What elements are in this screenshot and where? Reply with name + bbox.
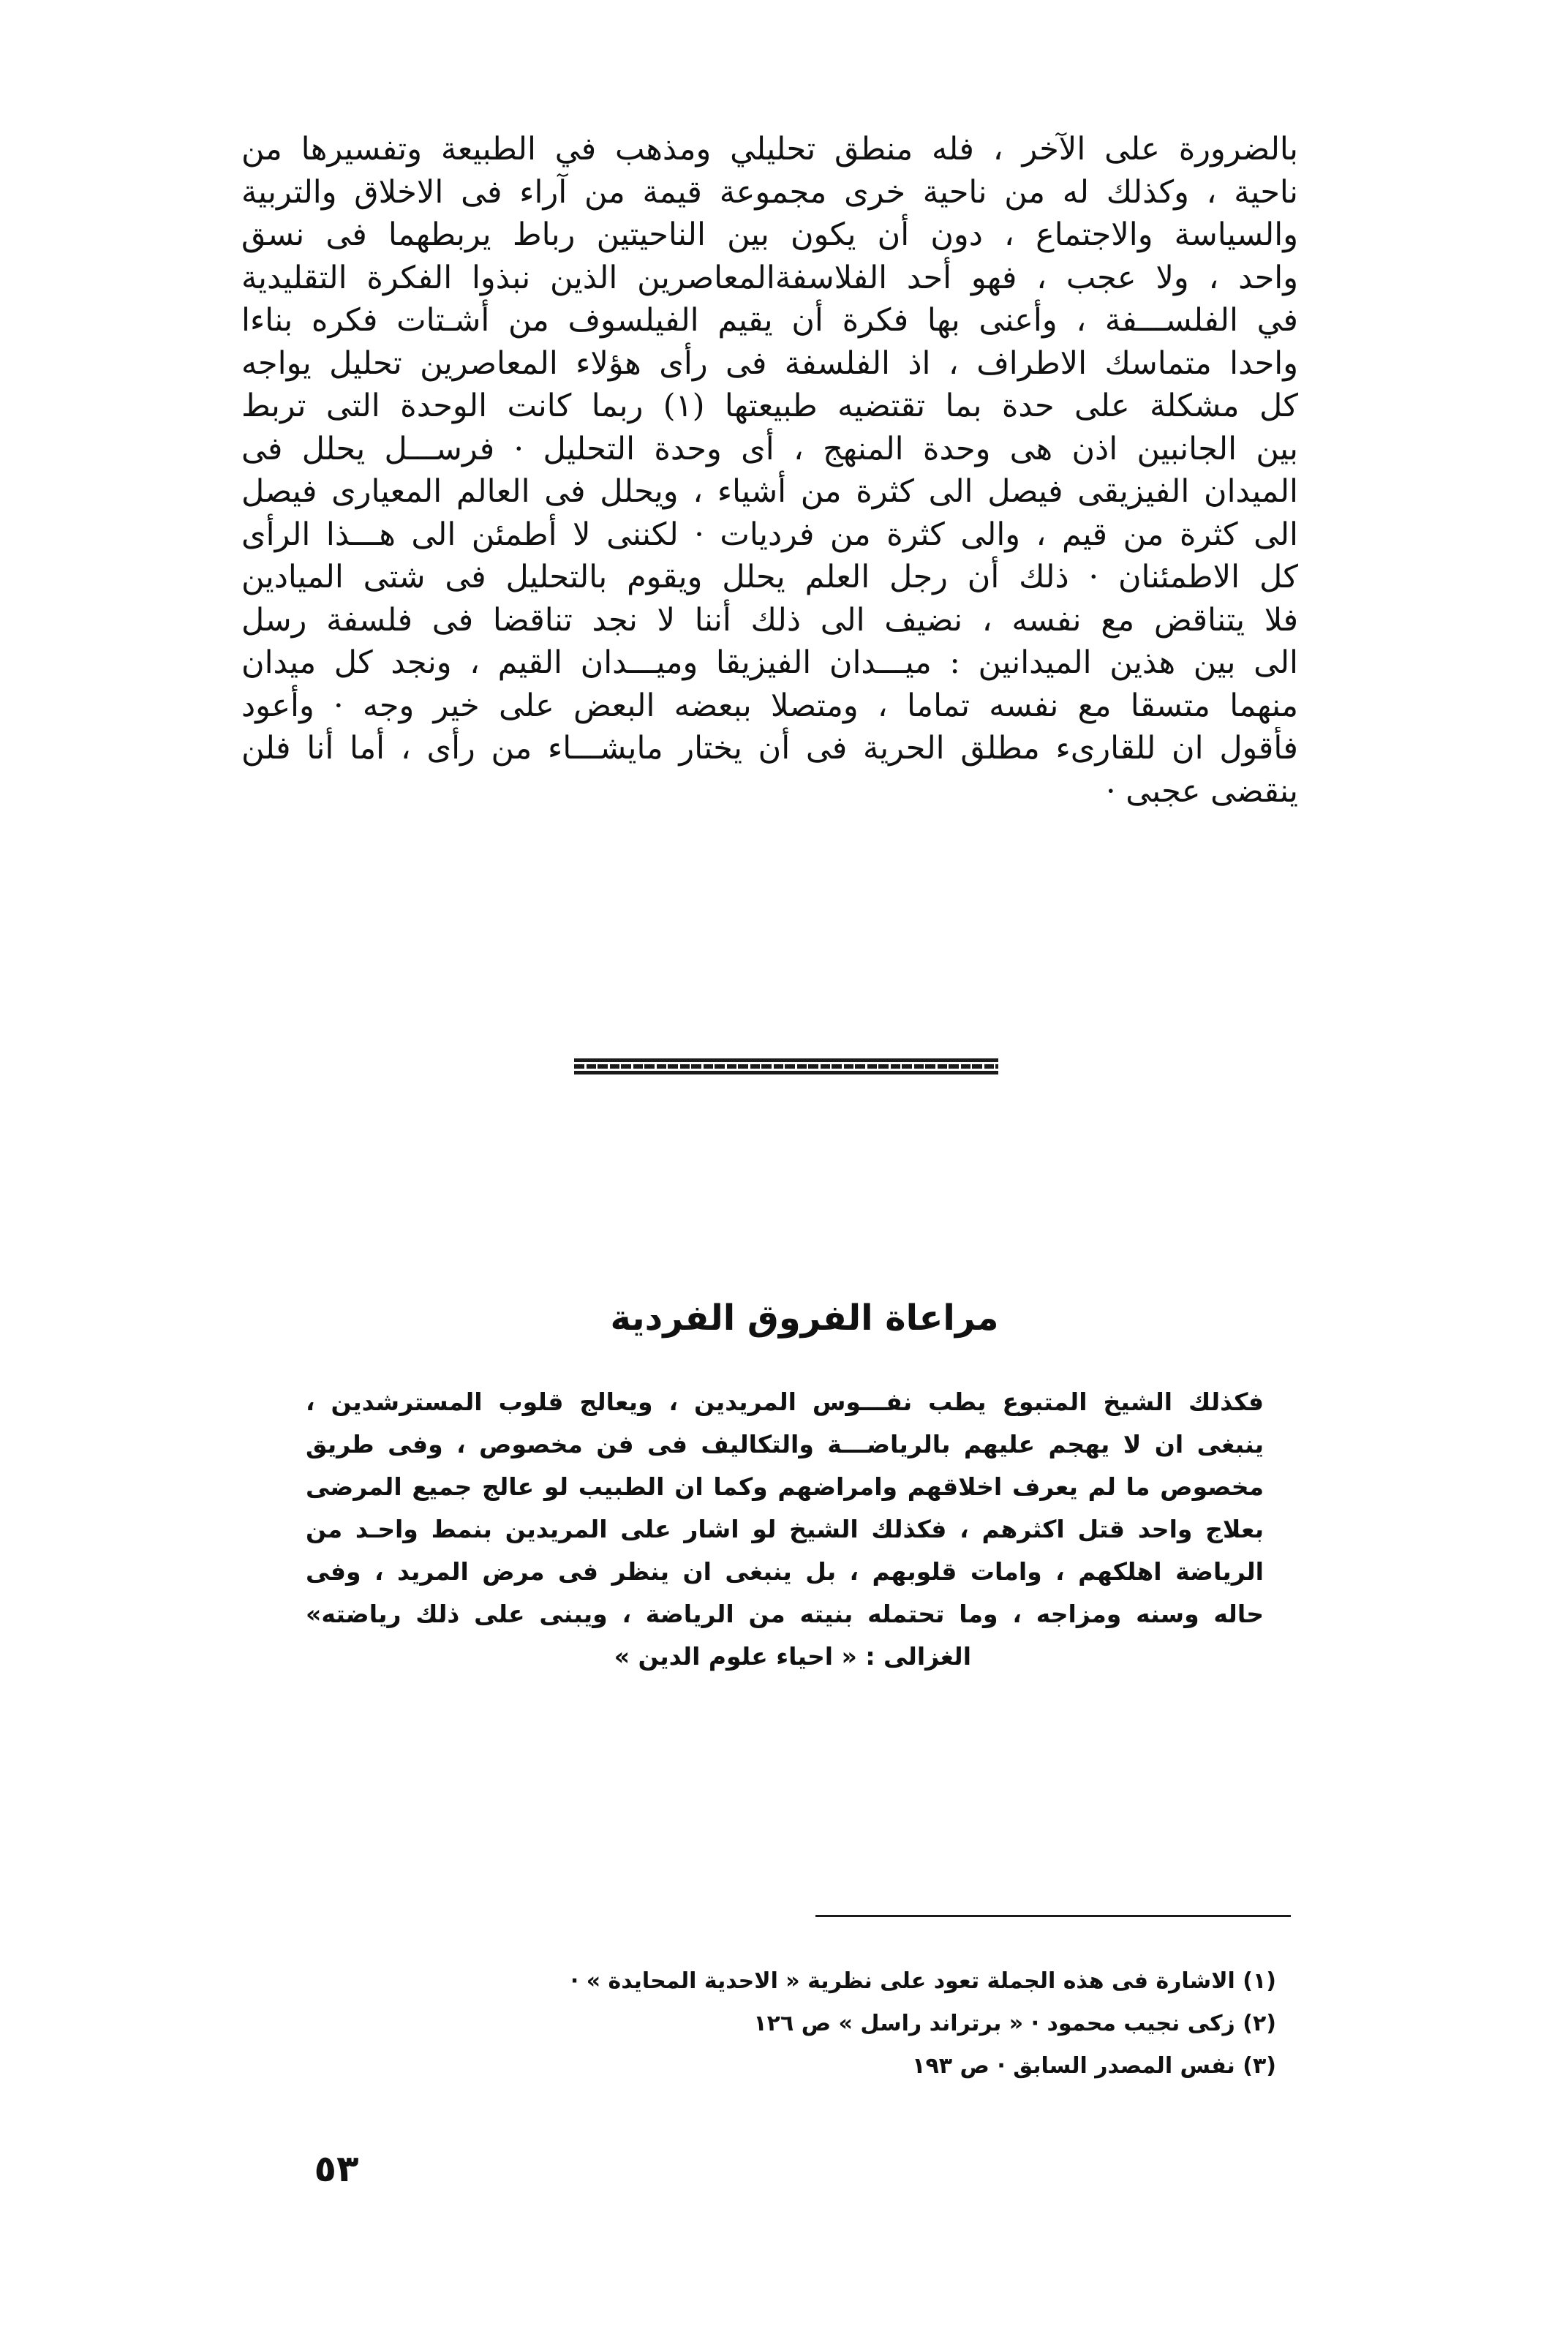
footnote-separator — [815, 1915, 1291, 1917]
body-line: منهما متسقا مع نفسه تماما ، ومتصلا ببعضه البعض على خير وجه · وأعود — [241, 687, 1298, 724]
body-line: ينقضى عجبى · — [1105, 772, 1298, 810]
footnote: (٣) نفس المصدر السابق · ص ١٩٣ — [912, 2053, 1276, 2079]
quote-line: بعلاج واحد قتل اكثرهم ، فكذلك الشيخ لو اشار على المريدين بنمط واحـد من — [306, 1515, 1264, 1543]
quote-line: مخصوص ما لم يعرف اخلاقهم وامراضهم وكما ان الطبيب لو عالج جميع المرضى — [306, 1472, 1264, 1501]
body-line: في الفلســـفة ، وأعنى بها فكرة أن يقيم الفيلسوف من أشـتات فكره بناءا — [241, 302, 1298, 339]
body-line: الى بين هذين الميدانين : ميـــدان الفيزيقا وميـــدان القيم ، ونجد كل ميدان — [241, 644, 1298, 681]
footnote: (٢) زكى نجيب محمود · « برتراند راسل » ص ١٢٦ — [753, 2011, 1276, 2036]
quote-line: حاله وسنه ومزاجه ، وما تحتمله بنيته من الرياضة ، ويبنى على ذلك رياضته» — [306, 1600, 1264, 1628]
body-line: كل مشكلة على حدة بما تقتضيه طبيعتها (١) ربما كانت الوحدة التى تربط — [241, 388, 1298, 424]
section-divider — [574, 1058, 998, 1074]
quote-attribution: الغزالى : « احياء علوم الدين » — [614, 1642, 971, 1671]
divider-rule-middle — [574, 1064, 998, 1069]
footnote: (١) الاشارة فى هذه الجملة تعود على نظرية « الاحدية المحايدة » · — [570, 1968, 1276, 1994]
body-line: فلا يتناقض مع نفسه ، نضيف الى ذلك أننا لا نجد تناقضا فى فلسفة رسل — [241, 601, 1298, 639]
body-paragraph — [241, 128, 1298, 813]
body-line: كل الاطمئنان · ذلك أن رجل العلم يحلل ويقوم بالتحليل فى شتى الميادين — [241, 559, 1298, 595]
footnotes — [512, 1960, 1276, 2088]
quoted-passage — [306, 1381, 1264, 1678]
divider-rule-top — [574, 1058, 998, 1062]
body-line: بين الجانبين اذن هى وحدة المنهج ، أى وحدة التحليل · فرســـل يحلل فى — [241, 430, 1298, 467]
page-number: ٥٣ — [314, 2148, 359, 2190]
quote-line: الرياضة اهلكهم ، وامات قلوبهم ، بل ينبغى ان ينظر فى مرض المريد ، وفى — [306, 1557, 1264, 1586]
body-line: الميدان الفيزيقى فيصل الى كثرة من أشياء ، ويحلل فى العالم المعيارى فيصل — [241, 473, 1298, 510]
body-line: واحدا متماسك الاطراف ، اذ الفلسفة فى رأى هؤلاء المعاصرين تحليل يواجه — [241, 345, 1298, 382]
body-line: بالضرورة على الآخر ، فله منطق تحليلي ومذهب في الطبيعة وتفسيرها من — [241, 131, 1298, 168]
body-line: فأقول ان للقارىء مطلق الحرية فى أن يختار مايشـــاء من رأى ، أما أنا فلن — [241, 730, 1298, 767]
body-line: والسياسة والاجتماع ، دون أن يكون بين الناحيتين رباط يربطهما فى نسق — [241, 217, 1298, 253]
body-line: الى كثرة من قيم ، والى كثرة من فرديات · لكننى لا أطمئن الى هـــذا الرأى — [241, 516, 1298, 553]
body-line: واحد ، ولا عجب ، فهو أحد الفلاسفةالمعاصرين الذين نبذوا الفكرة التقليدية — [241, 259, 1298, 296]
body-line: ناحية ، وكذلك له من ناحية خرى مجموعة قيمة من آراء فى الاخلاق والتربية — [241, 173, 1298, 211]
quote-line: ينبغى ان لا يهجم عليهم بالرياضـــة والتكاليف فى فن مخصوص ، وفى طريق — [306, 1430, 1264, 1458]
section-title: مراعاة الفروق الفردية — [610, 1298, 999, 1339]
divider-rule-bottom — [574, 1071, 998, 1074]
quote-line: فكذلك الشيخ المتبوع يطب نفـــوس المريدين ، ويعالج قلوب المسترشدين ، — [306, 1388, 1264, 1416]
